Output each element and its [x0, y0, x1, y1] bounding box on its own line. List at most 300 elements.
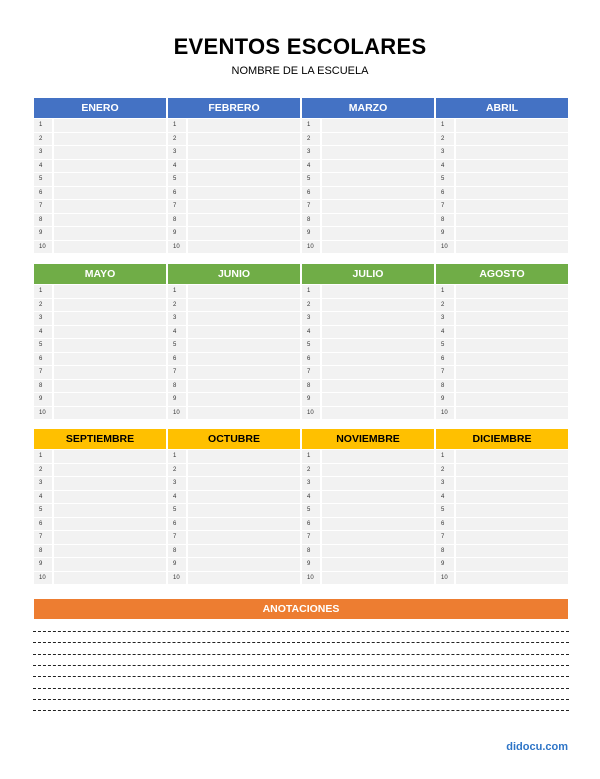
event-cell[interactable] — [188, 450, 300, 463]
event-cell[interactable] — [322, 285, 434, 298]
event-cell[interactable] — [322, 160, 434, 173]
event-cell[interactable] — [54, 531, 166, 544]
event-cell[interactable] — [456, 173, 568, 186]
row-number: 6 — [436, 518, 454, 531]
event-row — [34, 393, 166, 406]
event-row — [168, 491, 300, 504]
event-cell[interactable] — [188, 366, 300, 379]
event-row — [302, 339, 434, 352]
row-number: 5 — [436, 173, 454, 186]
event-row — [34, 450, 166, 463]
event-cell[interactable] — [188, 380, 300, 393]
row-number: 4 — [34, 491, 52, 504]
event-cell[interactable] — [188, 477, 300, 490]
event-row — [168, 450, 300, 463]
event-cell[interactable] — [322, 558, 434, 571]
event-cell[interactable] — [54, 477, 166, 490]
event-cell[interactable] — [456, 133, 568, 146]
row-number: 7 — [34, 531, 52, 544]
event-row — [302, 491, 434, 504]
row-number: 8 — [302, 214, 320, 227]
event-cell[interactable] — [456, 407, 568, 420]
event-row — [168, 531, 300, 544]
notes-line[interactable] — [33, 688, 569, 689]
month-header: AGOSTO — [436, 264, 568, 284]
event-row — [436, 200, 568, 213]
event-row — [34, 491, 166, 504]
event-cell[interactable] — [456, 353, 568, 366]
row-number: 5 — [34, 339, 52, 352]
event-cell[interactable] — [54, 545, 166, 558]
event-cell[interactable] — [54, 187, 166, 200]
event-cell[interactable] — [322, 531, 434, 544]
event-cell[interactable] — [456, 299, 568, 312]
event-cell[interactable] — [322, 119, 434, 132]
event-cell[interactable] — [322, 380, 434, 393]
event-cell[interactable] — [188, 531, 300, 544]
page-title: EVENTOS ESCOLARES — [173, 34, 427, 59]
event-row — [436, 380, 568, 393]
event-row — [168, 187, 300, 200]
school-name[interactable]: NOMBRE DE LA ESCUELA — [231, 65, 369, 77]
event-cell[interactable] — [322, 146, 434, 159]
event-row — [302, 366, 434, 379]
event-row — [436, 160, 568, 173]
row-number: 1 — [168, 285, 186, 298]
row-number: 8 — [302, 545, 320, 558]
row-number: 6 — [302, 187, 320, 200]
event-cell[interactable] — [188, 339, 300, 352]
row-number: 8 — [168, 380, 186, 393]
row-number: 2 — [34, 133, 52, 146]
event-cell[interactable] — [188, 464, 300, 477]
event-cell[interactable] — [456, 312, 568, 325]
row-number: 3 — [168, 312, 186, 325]
month-block — [34, 98, 166, 253]
event-row — [436, 531, 568, 544]
event-row — [302, 119, 434, 132]
event-cell[interactable] — [456, 146, 568, 159]
row-number: 2 — [302, 464, 320, 477]
event-cell[interactable] — [322, 339, 434, 352]
row-number: 6 — [302, 518, 320, 531]
event-row — [302, 572, 434, 585]
row-number: 9 — [34, 558, 52, 571]
event-cell[interactable] — [188, 407, 300, 420]
row-number: 4 — [168, 160, 186, 173]
event-cell[interactable] — [322, 491, 434, 504]
row-number: 6 — [436, 353, 454, 366]
event-cell[interactable] — [456, 393, 568, 406]
event-row — [34, 200, 166, 213]
event-row — [34, 173, 166, 186]
event-cell[interactable] — [188, 285, 300, 298]
event-cell[interactable] — [54, 366, 166, 379]
row-number: 3 — [34, 312, 52, 325]
event-cell[interactable] — [54, 312, 166, 325]
event-cell[interactable] — [188, 133, 300, 146]
event-cell[interactable] — [188, 214, 300, 227]
row-number: 8 — [34, 545, 52, 558]
event-cell[interactable] — [188, 491, 300, 504]
event-cell[interactable] — [322, 545, 434, 558]
event-row — [302, 393, 434, 406]
event-row — [168, 133, 300, 146]
event-row — [302, 545, 434, 558]
event-row — [302, 326, 434, 339]
event-cell[interactable] — [322, 200, 434, 213]
month-header: MAYO — [34, 264, 166, 284]
row-number: 10 — [436, 241, 454, 254]
row-number: 10 — [436, 572, 454, 585]
event-row — [34, 504, 166, 517]
row-number: 5 — [168, 173, 186, 186]
event-cell[interactable] — [54, 285, 166, 298]
event-row — [34, 545, 166, 558]
event-cell[interactable] — [456, 227, 568, 240]
event-row — [168, 119, 300, 132]
event-cell[interactable] — [456, 214, 568, 227]
event-cell[interactable] — [188, 227, 300, 240]
event-row — [436, 518, 568, 531]
event-cell[interactable] — [188, 504, 300, 517]
event-cell[interactable] — [54, 173, 166, 186]
event-row — [436, 119, 568, 132]
event-row — [436, 491, 568, 504]
event-row — [168, 464, 300, 477]
event-cell[interactable] — [54, 464, 166, 477]
month-header: JULIO — [302, 264, 434, 284]
event-cell[interactable] — [54, 119, 166, 132]
event-row — [168, 146, 300, 159]
event-cell[interactable] — [456, 187, 568, 200]
row-number: 4 — [302, 160, 320, 173]
event-cell[interactable] — [54, 299, 166, 312]
row-number: 10 — [168, 407, 186, 420]
event-row — [302, 450, 434, 463]
event-row — [302, 518, 434, 531]
event-cell[interactable] — [188, 119, 300, 132]
event-row — [34, 339, 166, 352]
event-cell[interactable] — [322, 187, 434, 200]
row-number: 10 — [34, 407, 52, 420]
event-cell[interactable] — [54, 241, 166, 254]
event-cell[interactable] — [54, 326, 166, 339]
event-row — [302, 380, 434, 393]
event-row — [34, 227, 166, 240]
row-number: 6 — [168, 353, 186, 366]
event-row — [168, 241, 300, 254]
event-cell[interactable] — [456, 119, 568, 132]
row-number: 6 — [34, 518, 52, 531]
event-cell[interactable] — [322, 299, 434, 312]
event-cell[interactable] — [322, 572, 434, 585]
event-row — [302, 160, 434, 173]
event-cell[interactable] — [456, 366, 568, 379]
row-number: 10 — [34, 241, 52, 254]
month-block — [436, 429, 568, 584]
row-number: 2 — [436, 464, 454, 477]
row-number: 6 — [168, 518, 186, 531]
event-row — [168, 407, 300, 420]
event-row — [34, 119, 166, 132]
event-row — [34, 558, 166, 571]
event-row — [34, 407, 166, 420]
event-cell[interactable] — [188, 572, 300, 585]
event-cell[interactable] — [188, 299, 300, 312]
event-cell[interactable] — [54, 518, 166, 531]
event-row — [302, 477, 434, 490]
row-number: 8 — [168, 214, 186, 227]
event-row — [302, 173, 434, 186]
row-number: 1 — [168, 119, 186, 132]
event-row — [436, 241, 568, 254]
event-row — [34, 241, 166, 254]
row-number: 7 — [436, 200, 454, 213]
row-number: 6 — [436, 187, 454, 200]
event-cell[interactable] — [54, 353, 166, 366]
row-number: 7 — [302, 531, 320, 544]
event-cell[interactable] — [188, 518, 300, 531]
notes-line[interactable] — [33, 642, 569, 643]
row-number: 4 — [436, 491, 454, 504]
event-row — [436, 227, 568, 240]
event-row — [34, 214, 166, 227]
row-number: 8 — [34, 214, 52, 227]
event-cell[interactable] — [54, 491, 166, 504]
row-number: 1 — [302, 119, 320, 132]
month-block — [168, 264, 300, 419]
event-cell[interactable] — [54, 200, 166, 213]
row-number: 7 — [34, 366, 52, 379]
event-cell[interactable] — [322, 450, 434, 463]
event-row — [34, 133, 166, 146]
row-number: 4 — [168, 491, 186, 504]
month-header: JUNIO — [168, 264, 300, 284]
row-number: 2 — [302, 133, 320, 146]
event-cell[interactable] — [322, 504, 434, 517]
row-number: 10 — [436, 407, 454, 420]
event-cell[interactable] — [456, 464, 568, 477]
notes-line[interactable] — [33, 699, 569, 700]
event-cell[interactable] — [322, 214, 434, 227]
event-cell[interactable] — [322, 173, 434, 186]
event-cell[interactable] — [54, 504, 166, 517]
event-row — [436, 366, 568, 379]
event-row — [302, 312, 434, 325]
row-number: 9 — [168, 393, 186, 406]
event-row — [436, 450, 568, 463]
event-cell[interactable] — [188, 160, 300, 173]
event-row — [168, 173, 300, 186]
event-row — [168, 285, 300, 298]
event-cell[interactable] — [322, 393, 434, 406]
event-row — [436, 312, 568, 325]
event-cell[interactable] — [322, 407, 434, 420]
notes-line[interactable] — [33, 710, 569, 711]
month-block — [168, 98, 300, 253]
row-number: 5 — [302, 504, 320, 517]
event-cell[interactable] — [322, 366, 434, 379]
event-cell[interactable] — [54, 407, 166, 420]
event-row — [302, 407, 434, 420]
event-cell[interactable] — [54, 133, 166, 146]
row-number: 2 — [168, 133, 186, 146]
event-cell[interactable] — [456, 545, 568, 558]
month-block — [436, 264, 568, 419]
event-row — [302, 299, 434, 312]
event-row — [436, 407, 568, 420]
notes-line[interactable] — [33, 631, 569, 632]
row-number: 5 — [302, 339, 320, 352]
event-cell[interactable] — [188, 241, 300, 254]
event-cell[interactable] — [456, 450, 568, 463]
event-row — [168, 160, 300, 173]
event-cell[interactable] — [188, 173, 300, 186]
row-number: 9 — [436, 393, 454, 406]
event-cell[interactable] — [456, 200, 568, 213]
event-row — [302, 227, 434, 240]
event-cell[interactable] — [456, 285, 568, 298]
event-row — [34, 299, 166, 312]
event-cell[interactable] — [322, 326, 434, 339]
row-number: 4 — [302, 326, 320, 339]
event-cell[interactable] — [54, 572, 166, 585]
event-cell[interactable] — [54, 339, 166, 352]
footer-brand[interactable]: didocu.com — [506, 741, 568, 753]
event-cell[interactable] — [322, 133, 434, 146]
event-row — [168, 299, 300, 312]
event-row — [302, 146, 434, 159]
event-row — [34, 285, 166, 298]
event-row — [436, 285, 568, 298]
row-number: 9 — [302, 393, 320, 406]
event-cell[interactable] — [54, 146, 166, 159]
event-cell[interactable] — [456, 572, 568, 585]
event-row — [34, 531, 166, 544]
row-number: 7 — [302, 200, 320, 213]
row-number: 9 — [302, 227, 320, 240]
event-row — [436, 187, 568, 200]
notes-line[interactable] — [33, 676, 569, 677]
row-number: 1 — [34, 450, 52, 463]
event-cell[interactable] — [456, 380, 568, 393]
event-cell[interactable] — [322, 227, 434, 240]
event-cell[interactable] — [188, 558, 300, 571]
row-number: 7 — [34, 200, 52, 213]
month-header: ABRIL — [436, 98, 568, 118]
row-number: 1 — [436, 285, 454, 298]
event-cell[interactable] — [456, 491, 568, 504]
event-cell[interactable] — [322, 518, 434, 531]
row-number: 3 — [34, 477, 52, 490]
event-cell[interactable] — [456, 477, 568, 490]
row-number: 4 — [436, 160, 454, 173]
event-row — [168, 353, 300, 366]
event-row — [436, 326, 568, 339]
row-number: 4 — [302, 491, 320, 504]
month-block — [168, 429, 300, 584]
event-cell[interactable] — [188, 353, 300, 366]
event-row — [168, 393, 300, 406]
event-row — [302, 353, 434, 366]
notes-line[interactable] — [33, 654, 569, 655]
event-cell[interactable] — [456, 160, 568, 173]
event-cell[interactable] — [54, 160, 166, 173]
event-row — [302, 531, 434, 544]
month-grid-row — [34, 264, 569, 419]
event-cell[interactable] — [456, 558, 568, 571]
event-cell[interactable] — [456, 504, 568, 517]
event-row — [34, 187, 166, 200]
event-cell[interactable] — [188, 200, 300, 213]
row-number: 3 — [302, 146, 320, 159]
event-cell[interactable] — [54, 380, 166, 393]
row-number: 1 — [302, 450, 320, 463]
event-row — [436, 353, 568, 366]
row-number: 10 — [34, 572, 52, 585]
event-cell[interactable] — [54, 227, 166, 240]
event-cell[interactable] — [188, 312, 300, 325]
event-row — [168, 326, 300, 339]
event-cell[interactable] — [188, 187, 300, 200]
event-row — [34, 572, 166, 585]
event-cell[interactable] — [456, 531, 568, 544]
event-row — [168, 558, 300, 571]
event-cell[interactable] — [188, 146, 300, 159]
event-cell[interactable] — [54, 450, 166, 463]
event-cell[interactable] — [456, 326, 568, 339]
event-row — [436, 504, 568, 517]
row-number: 1 — [436, 119, 454, 132]
event-cell[interactable] — [322, 241, 434, 254]
event-cell[interactable] — [322, 312, 434, 325]
notes-header: ANOTACIONES — [34, 599, 568, 619]
event-cell[interactable] — [188, 393, 300, 406]
event-cell[interactable] — [456, 518, 568, 531]
event-cell[interactable] — [322, 477, 434, 490]
event-row — [168, 545, 300, 558]
event-row — [34, 477, 166, 490]
event-cell[interactable] — [322, 464, 434, 477]
notes-line[interactable] — [33, 665, 569, 666]
row-number: 3 — [168, 477, 186, 490]
event-row — [168, 477, 300, 490]
event-cell[interactable] — [456, 241, 568, 254]
row-number: 6 — [302, 353, 320, 366]
row-number: 1 — [302, 285, 320, 298]
event-row — [302, 241, 434, 254]
row-number: 9 — [436, 227, 454, 240]
row-number: 5 — [34, 173, 52, 186]
row-number: 3 — [302, 477, 320, 490]
event-cell[interactable] — [54, 558, 166, 571]
month-header: ENERO — [34, 98, 166, 118]
row-number: 3 — [34, 146, 52, 159]
event-cell[interactable] — [188, 326, 300, 339]
event-cell[interactable] — [54, 393, 166, 406]
row-number: 5 — [168, 504, 186, 517]
event-row — [436, 572, 568, 585]
event-cell[interactable] — [188, 545, 300, 558]
row-number: 10 — [302, 241, 320, 254]
event-cell[interactable] — [456, 339, 568, 352]
event-cell[interactable] — [322, 353, 434, 366]
row-number: 5 — [302, 173, 320, 186]
event-cell[interactable] — [54, 214, 166, 227]
event-row — [436, 339, 568, 352]
event-row — [34, 366, 166, 379]
